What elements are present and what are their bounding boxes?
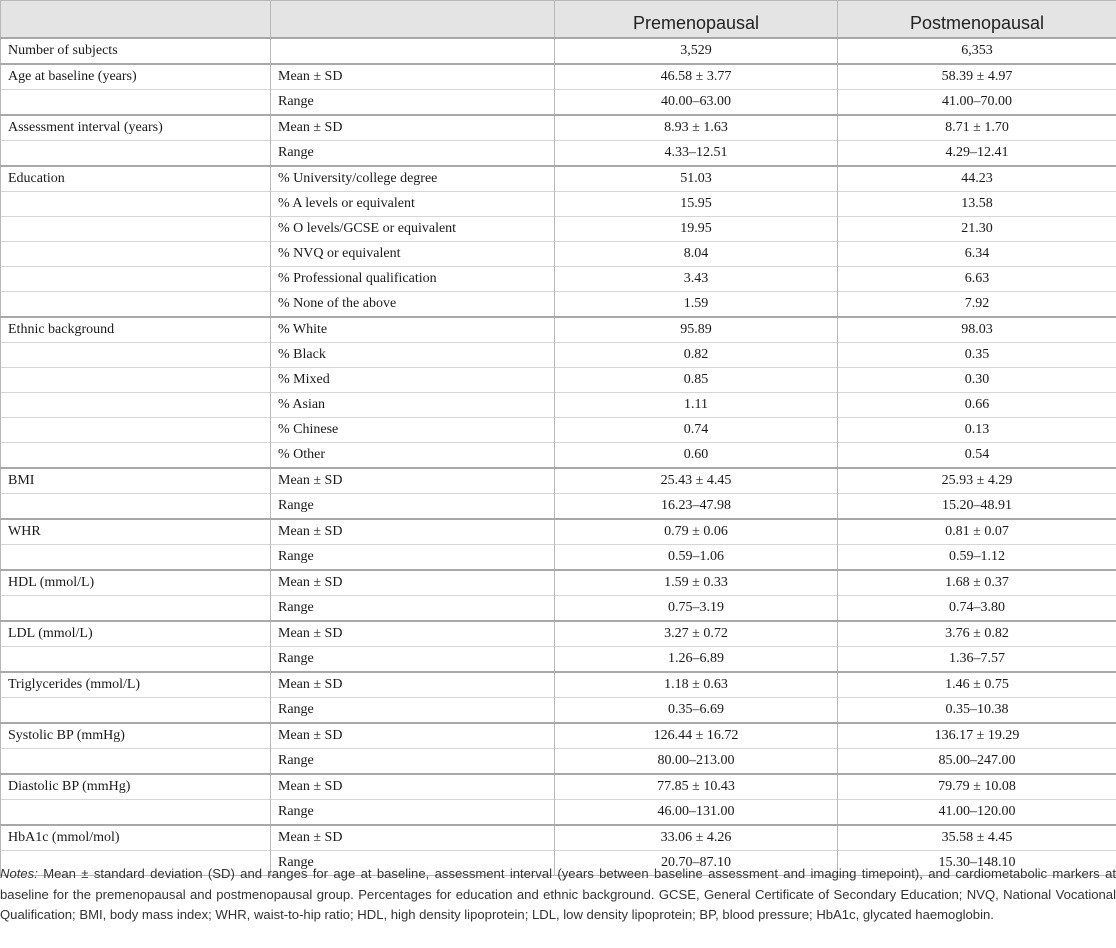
variable-cell (1, 342, 271, 367)
variable-cell (1, 748, 271, 774)
statistic-cell: Range (271, 140, 555, 166)
table-row (1, 570, 1116, 596)
table-row (1, 38, 1116, 64)
postmenopausal-value-cell: 98.03 (838, 317, 1116, 343)
statistic-cell: Mean ± SD (271, 64, 555, 90)
postmenopausal-value-cell: 6.63 (838, 266, 1116, 291)
variable-cell (1, 442, 271, 468)
table-row (1, 595, 1116, 621)
premenopausal-value-cell: 20.70–87.10 (555, 850, 838, 875)
statistic-cell: Range (271, 850, 555, 875)
table-row (1, 417, 1116, 442)
premenopausal-value-cell: 0.74 (555, 417, 838, 442)
postmenopausal-value-cell: 0.35 (838, 342, 1116, 367)
statistic-cell: Range (271, 748, 555, 774)
table-row (1, 825, 1116, 851)
statistic-cell (271, 38, 555, 64)
variable-cell: Education (1, 166, 271, 192)
postmenopausal-value-cell: 58.39 ± 4.97 (838, 64, 1116, 90)
statistic-cell: Mean ± SD (271, 672, 555, 698)
table-row (1, 799, 1116, 825)
variable-cell (1, 646, 271, 672)
premenopausal-value-cell: 25.43 ± 4.45 (555, 468, 838, 494)
premenopausal-value-cell: 80.00–213.00 (555, 748, 838, 774)
postmenopausal-value-cell: 3.76 ± 0.82 (838, 621, 1116, 647)
variable-cell (1, 417, 271, 442)
statistic-cell: % University/college degree (271, 166, 555, 192)
statistic-cell: % Professional qualification (271, 266, 555, 291)
variable-cell (1, 241, 271, 266)
header-statistic (271, 1, 555, 38)
postmenopausal-value-cell: 8.71 ± 1.70 (838, 115, 1116, 141)
postmenopausal-value-cell: 0.81 ± 0.07 (838, 519, 1116, 545)
variable-cell (1, 544, 271, 570)
header-postmenopausal: Postmenopausal (838, 1, 1116, 38)
variable-cell (1, 89, 271, 115)
table-row (1, 216, 1116, 241)
table-row (1, 89, 1116, 115)
statistic-cell: % NVQ or equivalent (271, 241, 555, 266)
statistic-cell: % Asian (271, 392, 555, 417)
postmenopausal-value-cell: 7.92 (838, 291, 1116, 317)
table-row (1, 166, 1116, 192)
table-row (1, 140, 1116, 166)
table-row (1, 342, 1116, 367)
premenopausal-value-cell: 95.89 (555, 317, 838, 343)
premenopausal-value-cell: 40.00–63.00 (555, 89, 838, 115)
table-row (1, 774, 1116, 800)
variable-cell: Systolic BP (mmHg) (1, 723, 271, 749)
premenopausal-value-cell: 77.85 ± 10.43 (555, 774, 838, 800)
variable-cell: Ethnic background (1, 317, 271, 343)
table-row (1, 621, 1116, 647)
premenopausal-value-cell: 16.23–47.98 (555, 493, 838, 519)
postmenopausal-value-cell: 79.79 ± 10.08 (838, 774, 1116, 800)
variable-cell (1, 140, 271, 166)
postmenopausal-value-cell: 21.30 (838, 216, 1116, 241)
statistic-cell: Range (271, 544, 555, 570)
statistic-cell: % White (271, 317, 555, 343)
premenopausal-value-cell: 1.59 ± 0.33 (555, 570, 838, 596)
premenopausal-value-cell: 0.35–6.69 (555, 697, 838, 723)
premenopausal-value-cell: 51.03 (555, 166, 838, 192)
variable-cell: HbA1c (mmol/mol) (1, 825, 271, 851)
premenopausal-value-cell: 3.27 ± 0.72 (555, 621, 838, 647)
statistic-cell: % O levels/GCSE or equivalent (271, 216, 555, 241)
statistic-cell: Mean ± SD (271, 519, 555, 545)
header-row (1, 1, 1116, 38)
premenopausal-value-cell: 8.93 ± 1.63 (555, 115, 838, 141)
postmenopausal-value-cell: 41.00–120.00 (838, 799, 1116, 825)
postmenopausal-value-cell: 13.58 (838, 191, 1116, 216)
premenopausal-value-cell: 4.33–12.51 (555, 140, 838, 166)
premenopausal-value-cell: 3,529 (555, 38, 838, 64)
premenopausal-value-cell: 8.04 (555, 241, 838, 266)
postmenopausal-value-cell: 1.46 ± 0.75 (838, 672, 1116, 698)
postmenopausal-value-cell: 15.30–148.10 (838, 850, 1116, 875)
table-row (1, 748, 1116, 774)
statistic-cell: Mean ± SD (271, 115, 555, 141)
statistic-cell: Mean ± SD (271, 723, 555, 749)
postmenopausal-value-cell: 0.66 (838, 392, 1116, 417)
premenopausal-value-cell: 0.75–3.19 (555, 595, 838, 621)
variable-cell (1, 595, 271, 621)
table-row (1, 266, 1116, 291)
variable-cell: BMI (1, 468, 271, 494)
postmenopausal-value-cell: 6.34 (838, 241, 1116, 266)
postmenopausal-value-cell: 25.93 ± 4.29 (838, 468, 1116, 494)
table-row (1, 442, 1116, 468)
variable-cell (1, 216, 271, 241)
statistic-cell: Mean ± SD (271, 774, 555, 800)
postmenopausal-value-cell: 0.35–10.38 (838, 697, 1116, 723)
table-row (1, 519, 1116, 545)
postmenopausal-value-cell: 0.59–1.12 (838, 544, 1116, 570)
statistic-cell: % Black (271, 342, 555, 367)
statistic-cell: Mean ± SD (271, 468, 555, 494)
postmenopausal-value-cell: 4.29–12.41 (838, 140, 1116, 166)
header-premenopausal: Premenopausal (555, 1, 838, 38)
statistic-cell: % Mixed (271, 367, 555, 392)
premenopausal-value-cell: 19.95 (555, 216, 838, 241)
premenopausal-value-cell: 15.95 (555, 191, 838, 216)
postmenopausal-value-cell: 136.17 ± 19.29 (838, 723, 1116, 749)
postmenopausal-value-cell: 15.20–48.91 (838, 493, 1116, 519)
premenopausal-value-cell: 0.79 ± 0.06 (555, 519, 838, 545)
header-variable (1, 1, 271, 38)
premenopausal-value-cell: 0.60 (555, 442, 838, 468)
postmenopausal-value-cell: 0.13 (838, 417, 1116, 442)
statistic-cell: % Other (271, 442, 555, 468)
premenopausal-value-cell: 3.43 (555, 266, 838, 291)
table-row (1, 115, 1116, 141)
variable-cell: Diastolic BP (mmHg) (1, 774, 271, 800)
table-row (1, 723, 1116, 749)
table-row (1, 392, 1116, 417)
postmenopausal-value-cell: 85.00–247.00 (838, 748, 1116, 774)
table-row (1, 697, 1116, 723)
statistic-cell: Range (271, 493, 555, 519)
variable-cell: Triglycerides (mmol/L) (1, 672, 271, 698)
premenopausal-value-cell: 1.11 (555, 392, 838, 417)
postmenopausal-value-cell: 44.23 (838, 166, 1116, 192)
statistic-cell: Range (271, 89, 555, 115)
premenopausal-value-cell: 1.26–6.89 (555, 646, 838, 672)
variable-cell (1, 191, 271, 216)
premenopausal-value-cell: 126.44 ± 16.72 (555, 723, 838, 749)
postmenopausal-value-cell: 1.36–7.57 (838, 646, 1116, 672)
postmenopausal-value-cell: 1.68 ± 0.37 (838, 570, 1116, 596)
premenopausal-value-cell: 0.85 (555, 367, 838, 392)
table-row (1, 367, 1116, 392)
variable-cell: Number of subjects (1, 38, 271, 64)
statistic-cell: Mean ± SD (271, 825, 555, 851)
table-row (1, 672, 1116, 698)
variable-cell (1, 493, 271, 519)
table-row (1, 191, 1116, 216)
table-row (1, 64, 1116, 90)
table-row (1, 241, 1116, 266)
premenopausal-value-cell: 1.59 (555, 291, 838, 317)
statistic-cell: % None of the above (271, 291, 555, 317)
statistic-cell: Range (271, 595, 555, 621)
postmenopausal-value-cell: 0.54 (838, 442, 1116, 468)
table-row (1, 317, 1116, 343)
postmenopausal-value-cell: 35.58 ± 4.45 (838, 825, 1116, 851)
table-row (1, 493, 1116, 519)
variable-cell (1, 392, 271, 417)
statistic-cell: % Chinese (271, 417, 555, 442)
premenopausal-value-cell: 46.00–131.00 (555, 799, 838, 825)
variable-cell (1, 266, 271, 291)
table-body (1, 38, 1116, 876)
postmenopausal-value-cell: 0.74–3.80 (838, 595, 1116, 621)
premenopausal-value-cell: 1.18 ± 0.63 (555, 672, 838, 698)
variable-cell: Age at baseline (years) (1, 64, 271, 90)
notes-text: Mean ± standard deviation (SD) and ranges for age at baseline, assessment interval (years between baseline assessment and imaging timepoint), and cardiometabolic markers at baseline for the premenopausal and postmenopausal group. Percentages for education and ethnic background. GCSE, General Certificate of Secondary Education; NVQ, National Vocational Qualification; BMI, body mass index; WHR, waist-to-hip ratio; HDL, high density lipoprotein; LDL, low density lipoprotein; BP, blood pressure; HbA1c, glycated haemoglobin. (0, 866, 1116, 922)
statistic-cell: % A levels or equivalent (271, 191, 555, 216)
statistic-cell: Range (271, 646, 555, 672)
variable-cell (1, 367, 271, 392)
premenopausal-value-cell: 46.58 ± 3.77 (555, 64, 838, 90)
table-notes (0, 864, 1116, 926)
variable-cell: Assessment interval (years) (1, 115, 271, 141)
variable-cell (1, 799, 271, 825)
variable-cell (1, 291, 271, 317)
postmenopausal-value-cell: 6,353 (838, 38, 1116, 64)
premenopausal-value-cell: 33.06 ± 4.26 (555, 825, 838, 851)
statistic-cell: Range (271, 697, 555, 723)
table-row (1, 646, 1116, 672)
table-row (1, 544, 1116, 570)
table-row (1, 468, 1116, 494)
table-row (1, 291, 1116, 317)
postmenopausal-value-cell: 0.30 (838, 367, 1116, 392)
statistic-cell: Mean ± SD (271, 570, 555, 596)
statistic-cell: Mean ± SD (271, 621, 555, 647)
variable-cell: LDL (mmol/L) (1, 621, 271, 647)
variable-cell: WHR (1, 519, 271, 545)
variable-cell: HDL (mmol/L) (1, 570, 271, 596)
notes-label: Notes: (0, 866, 38, 881)
table-header (1, 1, 1116, 38)
premenopausal-value-cell: 0.59–1.06 (555, 544, 838, 570)
premenopausal-value-cell: 0.82 (555, 342, 838, 367)
statistic-cell: Range (271, 799, 555, 825)
postmenopausal-value-cell: 41.00–70.00 (838, 89, 1116, 115)
variable-cell (1, 697, 271, 723)
